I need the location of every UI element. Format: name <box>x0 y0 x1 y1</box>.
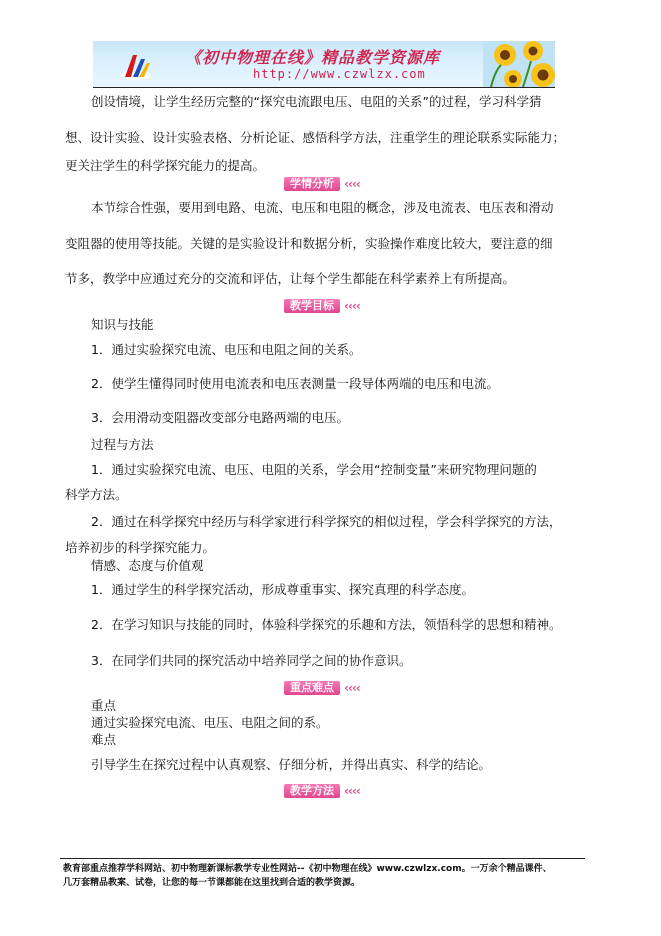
section-badge-methods <box>284 784 360 798</box>
goals-emotion-1: 1．通过学生的科学探究活动，形成尊重事实、探究真理的科学态度。 <box>91 582 474 597</box>
keypoints-diff-title: 难点 <box>91 732 117 747</box>
intro-line-1: 创设情境，让学生经历完整的“探究电流跟电压、电阻的关系”的过程，学习科学猜 <box>91 94 542 109</box>
chevrons-left-icon: ‹‹‹‹ <box>344 784 360 798</box>
goals-knowledge-2: 2．使学生懂得同时使用电流表和电压表测量一段导体两端的电压和电流。 <box>91 376 499 391</box>
goals-knowledge-3: 3．会用滑动变阻器改变部分电路两端的电压。 <box>91 410 349 425</box>
analysis-line-2: 变阻器的使用等技能。关键的是实验设计和数据分析，实验操作难度比较大，要注意的细 <box>65 236 553 251</box>
keypoints-key-title: 重点 <box>91 698 117 713</box>
intro-line-3: 更关注学生的科学探究能力的提高。 <box>65 158 266 173</box>
keypoints-diff-text: 引导学生在探究过程中认真观察、仔细分析，并得出真实、科学的结论。 <box>91 757 492 772</box>
section-badge-label: 学情分析 <box>284 177 340 191</box>
intro-line-2: 想、设计实验、设计实验表格、分析论证、感悟科学方法，注重学生的理论联系实际能力； <box>65 130 566 145</box>
header-divider <box>93 87 555 88</box>
chevrons-left-icon: ‹‹‹‹ <box>344 681 360 695</box>
header-banner <box>93 41 555 87</box>
goals-process-1-line-1: 1．通过实验探究电流、电压、电阻的关系，学会用“控制变量”来研究物理问题的 <box>91 462 537 477</box>
banner-url[interactable]: http://www.czwlzx.com <box>253 67 426 81</box>
footer-divider <box>60 858 585 859</box>
goals-emotion-3: 3．在同学们共同的探究活动中培养同学之间的协作意识。 <box>91 653 412 668</box>
goals-emotion-2: 2．在学习知识与技能的同时，体验科学探究的乐趣和方法，领悟科学的思想和精神。 <box>91 617 562 632</box>
section-badge-label: 重点难点 <box>284 681 340 695</box>
chevrons-left-icon: ‹‹‹‹ <box>344 177 360 191</box>
goals-process-2-line-2: 培养初步的科学探究能力。 <box>65 540 216 555</box>
analysis-line-3: 节多，教学中应通过充分的交流和评估，让每个学生都能在科学素养上有所提高。 <box>65 271 516 286</box>
section-badge-label: 教学目标 <box>284 299 340 313</box>
goals-process-2-line-1: 2．通过在科学探究中经历与科学家进行科学探究的相似过程，学会科学探究的方法， <box>91 514 562 529</box>
section-badge-analysis <box>284 177 360 191</box>
section-badge-keypoints <box>284 681 360 695</box>
goals-knowledge-title: 知识与技能 <box>91 317 154 332</box>
keypoints-key-text: 通过实验探究电流、电压、电阻之间的系。 <box>91 715 329 730</box>
footer-line-2: 几万套精品教案、试卷，让您的每一节课都能在这里找到合适的教学资源。 <box>63 878 361 888</box>
chevrons-left-icon: ‹‹‹‹ <box>344 299 360 313</box>
goals-knowledge-1: 1．通过实验探究电流、电压和电阻之间的关系。 <box>91 342 362 357</box>
site-logo-icon <box>119 51 153 81</box>
footer-line-1: 教育部重点推荐学科网站、初中物理新课标教学专业性网站--《初中物理在线》www.czwlzx.com。一万余个精品课件、 <box>63 864 552 874</box>
section-badge-goals <box>284 299 360 313</box>
banner-title: 《初中物理在线》精品教学资源库 <box>185 48 441 67</box>
goals-process-1-line-2: 科学方法。 <box>65 487 128 502</box>
analysis-line-1: 本节综合性强，要用到电路、电流、电压和电阻的概念，涉及电流表、电压表和滑动 <box>91 200 554 215</box>
goals-emotion-title: 情感、态度与价值观 <box>91 558 204 573</box>
sunflower-icon <box>483 41 555 87</box>
goals-process-title: 过程与方法 <box>91 437 154 452</box>
section-badge-label: 教学方法 <box>284 784 340 798</box>
